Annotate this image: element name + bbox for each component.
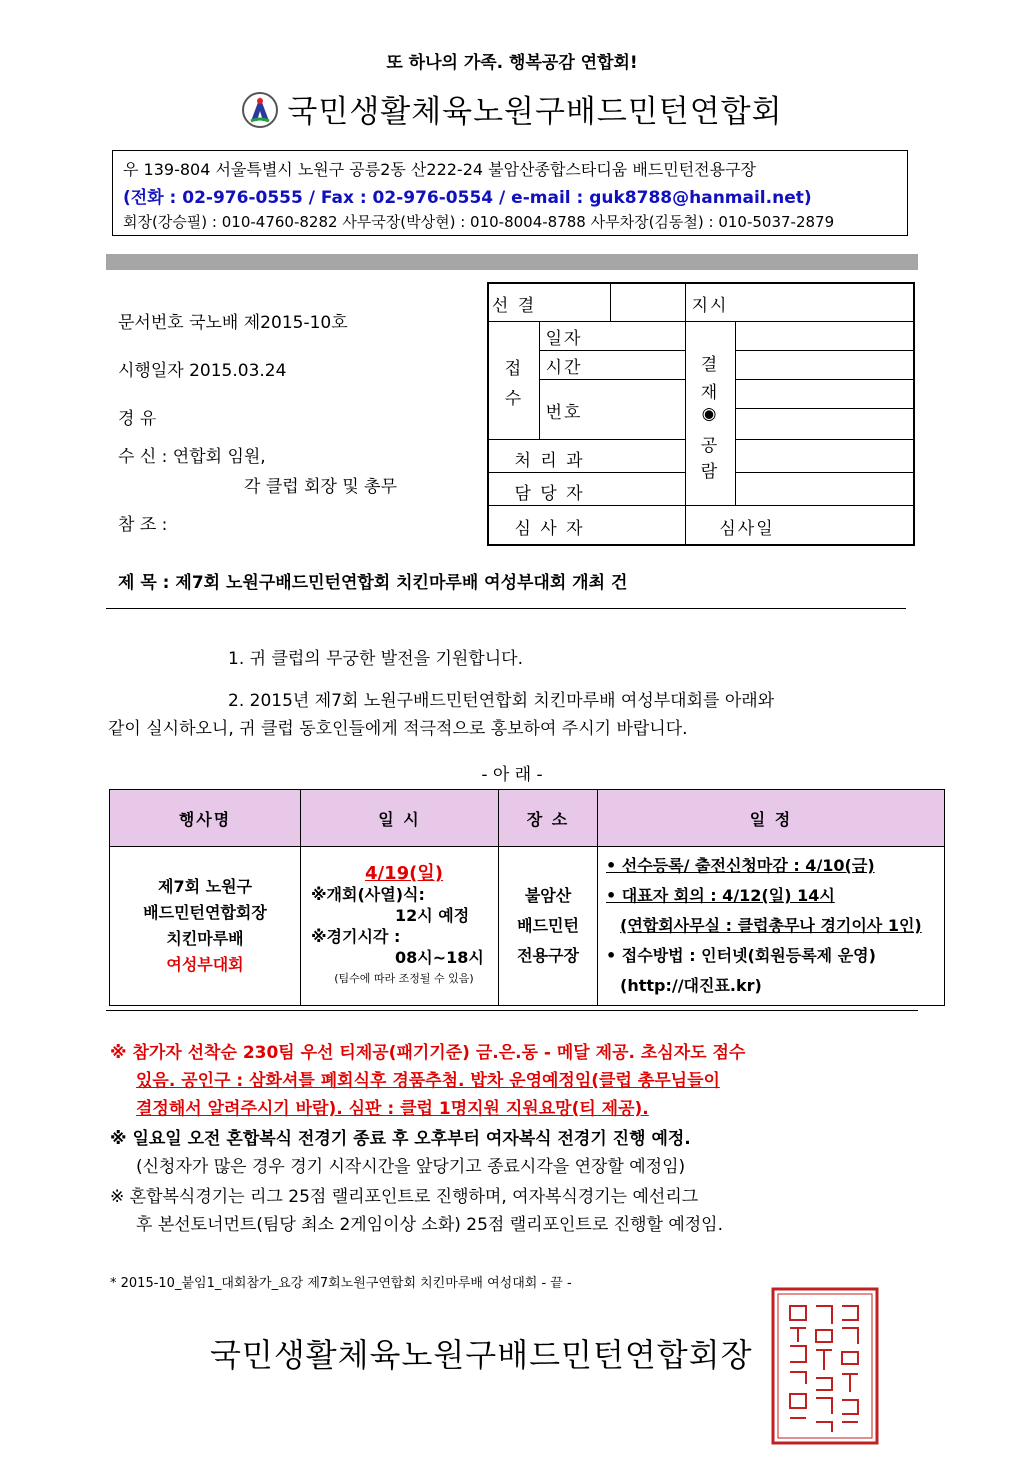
match-time: 08시~18시: [395, 948, 484, 967]
note-2-line-2: (신청자가 많은 경우 경기 시작시간을 앞당기고 종료시각을 연장할 예정임): [136, 1157, 686, 1177]
match-label: ※경기시각 :: [311, 927, 401, 946]
approval-box: [487, 282, 915, 546]
approval-circle-icon: ◉: [701, 404, 719, 424]
org-logo-icon: [241, 91, 279, 137]
place-line: 배드민턴: [517, 916, 579, 935]
schedule-item: (http://대진표.kr): [620, 976, 762, 995]
opening-time: 12시 예정: [395, 906, 470, 925]
org-title: [0, 86, 1024, 137]
paragraph-2a: 2. 2015년 제7회 노원구배드민턴연합회 치킨마루배 여성부대회를 아래와: [228, 691, 775, 711]
official-seal-icon: [770, 1286, 880, 1446]
contact-box: [112, 150, 908, 236]
schedule-item: • 대표자 회의 : 4/12(일) 14시: [606, 886, 835, 905]
approval-seongyeol: 선 결: [491, 296, 537, 316]
note-red-3: 결정해서 알려주시기 바람). 심판 : 클럽 1명지원 지원요망(티 제공).: [136, 1099, 649, 1119]
attachment-note: * 2015-10_붙임1_대회참가_요강 제7회노원구연합회 치킨마루배 여성대회 - 끝 -: [110, 1276, 572, 1291]
match-note: (팀수에 따라 조정될 수 있음): [334, 972, 474, 985]
approval-ilja: 일자: [545, 329, 583, 349]
event-name-cell: [110, 847, 301, 1006]
event-date: 4/19(일): [365, 863, 443, 884]
schedule-item: • 선수등록/ 출전신청마감 : 4/10(금): [606, 856, 875, 875]
recipient-detail: 각 클럽 회장 및 총무: [244, 477, 397, 497]
org-name: 국민생활체육노원구배드민턴연합회: [287, 94, 783, 130]
issue-date: 시행일자 2015.03.24: [118, 361, 287, 381]
signature-line: 국민생활체육노원구배드민턴연합회장: [210, 1336, 753, 1374]
place-line: 불암산: [524, 886, 572, 905]
approval-gong: 공: [700, 436, 720, 456]
note-3-line-2: 후 본선토너먼트(팀당 최소 2게임이상 소화) 25점 랠리포인트로 진행할 예정임.: [136, 1215, 724, 1235]
place-cell: [499, 847, 598, 1006]
table-bottom-rule: [106, 1010, 918, 1011]
address: 우 139-804 서울특별시 노원구 공릉2동 산222-24 불암산종합스타디움 배드민턴전용구장: [123, 160, 756, 179]
approval-cheorigwa: 처 리 과: [514, 451, 585, 471]
subject-rule: [106, 608, 906, 609]
approval-ram: 람: [700, 462, 720, 482]
note-3-line-1: ※ 혼합복식경기는 리그 25점 랠리포인트로 진행하며, 여자복식경기는 예선리그: [110, 1187, 699, 1207]
event-line-red: 여성부대회: [166, 955, 244, 974]
reference: 참 조 :: [118, 515, 168, 535]
header-place: 장 소: [499, 790, 598, 847]
doc-number: 문서번호 국노배 제2015-10호: [118, 313, 348, 333]
recipient: 수 신 : 연합회 임원,: [118, 447, 266, 467]
note-red-2: 있음. 공인구 : 삼화셔틀 폐회식후 경품추첨. 밥차 운영예정임(클럽 총무님들이: [136, 1071, 720, 1091]
approval-jae: 재: [700, 383, 720, 403]
note-red-1: ※ 참가자 선착순 230팀 우선 티제공(패기기준) 금.은.동 - 메달 제공. 초심자도 점수: [110, 1043, 746, 1063]
approval-simsail: 심사일: [719, 519, 775, 539]
event-line: 배드민턴연합회장: [143, 903, 267, 922]
note-2-line-1: ※ 일요일 오전 혼합복식 전경기 종료 후 오후부터 여자복식 전경기 진행 예정.: [110, 1129, 691, 1149]
schedule-cell: [598, 847, 945, 1006]
arae-heading: - 아 래 -: [481, 765, 543, 785]
approval-jisi: 지시: [691, 296, 729, 316]
approval-damdangja: 담 당 자: [514, 484, 585, 504]
event-line: 제7회 노원구: [158, 877, 252, 896]
event-line: 치킨마루배: [166, 929, 244, 948]
header-datetime: 일 시: [301, 790, 499, 847]
header-event: 행사명: [110, 790, 301, 847]
officers-line: 회장(강승필) : 010-4760-8282 사무국장(박상현) : 010-8004-8788 사무차장(김동철) : 010-5037-2879: [123, 213, 835, 231]
datetime-cell: [301, 847, 499, 1006]
contact-line: (전화 : 02-976-0555 / Fax : 02-976-0554 / e-mail : guk8788@hanmail.net): [123, 188, 812, 208]
slogan: 또 하나의 가족. 행복공감 연합회!: [386, 53, 638, 73]
approval-su: 수: [504, 389, 524, 409]
schedule-item: (연합회사무실 : 클럽총무나 경기이사 1인): [620, 916, 922, 935]
table-row: [110, 847, 945, 1006]
subject: 제 목 : 제7회 노원구배드민턴연합회 치킨마루배 여성부대회 개최 건: [118, 573, 628, 593]
divider-bar: [106, 254, 918, 270]
event-table: [109, 789, 945, 1006]
opening-label: ※개회(사열)식:: [311, 885, 425, 904]
approval-simsaja: 심 사 자: [514, 519, 585, 539]
approval-beonho: 번호: [545, 403, 583, 423]
place-line: 전용구장: [517, 946, 579, 965]
paragraph-1: 1. 귀 클럽의 무궁한 발전을 기원합니다.: [228, 649, 523, 669]
approval-gyeol: 결: [700, 355, 720, 375]
paragraph-2b: 같이 실시하오니, 귀 클럽 동호인들에게 적극적으로 홍보하여 주시기 바랍니다.: [108, 719, 688, 739]
approval-sigan: 시간: [545, 358, 583, 378]
via: 경 유: [118, 409, 157, 429]
approval-jeop: 접: [504, 359, 524, 379]
header-schedule: 일 정: [598, 790, 945, 847]
schedule-item: • 접수방법 : 인터넷(회원등록제 운영): [606, 946, 876, 965]
